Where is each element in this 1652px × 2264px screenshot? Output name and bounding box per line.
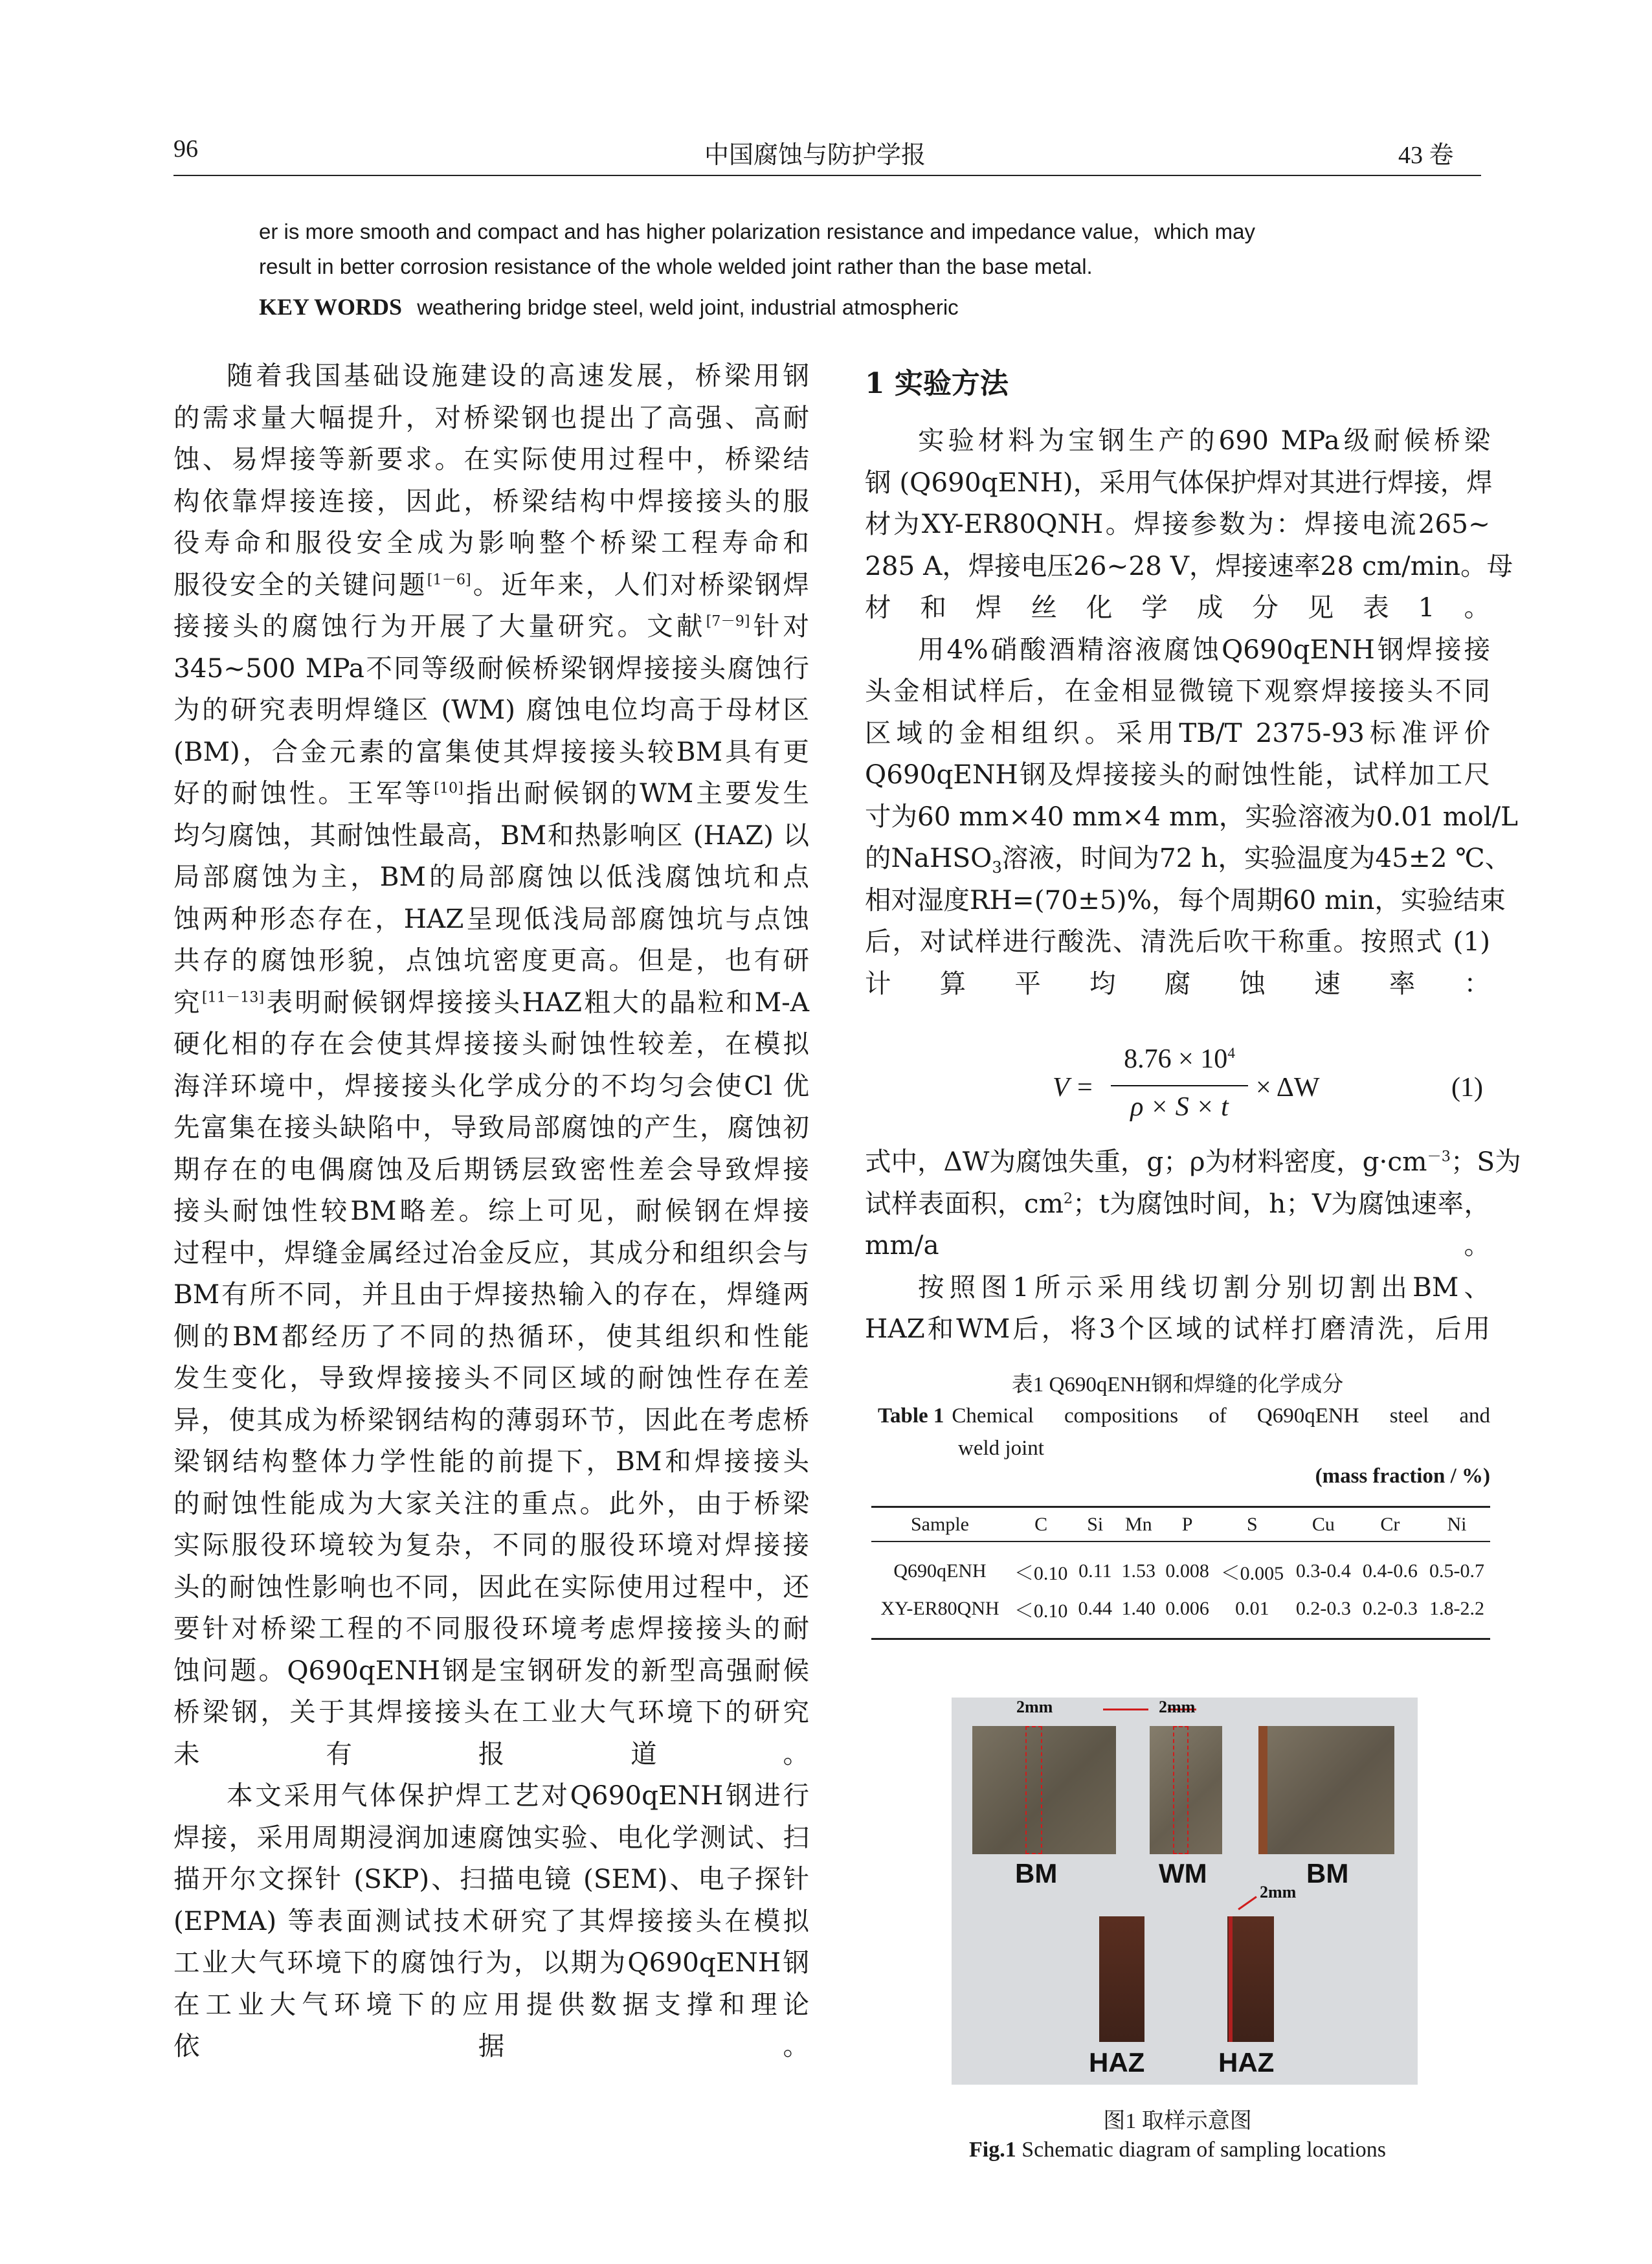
page-number: 96 [173, 135, 198, 163]
intro-text: 好的耐蚀性。王军等 [173, 778, 434, 809]
intro-line: 侧的BM都经历了不同的热循环，使其组织和性能 [173, 1320, 809, 1352]
intro-line: 蚀问题。Q690qENH钢是宝钢研发的新型高强耐候 [173, 1654, 809, 1686]
intro-line: 先富集在接头缺陷中，导致局部腐蚀的产生，腐蚀初 [173, 1112, 809, 1143]
bm-block-left [972, 1726, 1116, 1854]
figure-caption-text: Schematic diagram of sampling locations [1021, 2138, 1386, 2162]
table-header-cell: S [1247, 1514, 1258, 1535]
equation-denominator: ρ × S × t [1130, 1092, 1229, 1122]
equation-lhs: V = [1053, 1073, 1094, 1103]
table-header-cell: Mn [1124, 1514, 1152, 1535]
intro-text: 。近年来，人们对桥梁钢焊 [471, 568, 810, 600]
composition-table [871, 1508, 1490, 1628]
intro-line: 依据。 [173, 2030, 809, 2061]
intro-line: 实际服役环境较为复杂，不同的服役环境对焊接接 [173, 1529, 809, 1560]
method-line: 按照图1所示采用线切割分别切割出BM、 [918, 1271, 1490, 1303]
intro-line: (EPMA) 等表面测试技术研究了其焊接接头在模拟 [173, 1905, 809, 1936]
table-cell: 0.4-0.6 [1362, 1560, 1418, 1582]
intro-line: 发生变化，导致焊接接头不同区域的耐蚀性存在差 [173, 1362, 809, 1393]
equation-numerator [1111, 1044, 1248, 1075]
table-caption-label: Table 1 [878, 1404, 944, 1428]
table-cell: 0.3-0.4 [1295, 1560, 1351, 1582]
method-text: 式中，ΔW为腐蚀失重，g；ρ为材料密度，g·cm [865, 1146, 1427, 1177]
table-cell: 0.11 [1078, 1560, 1112, 1582]
bm-block-right [1258, 1726, 1394, 1854]
intro-section [173, 355, 809, 2067]
table-cell: 0.5-0.7 [1429, 1560, 1484, 1582]
intro-line: 桥梁钢，关于其焊接接头在工业大气环境下的研究 [173, 1696, 809, 1727]
method-line: 钢 (Q690qENH)，采用气体保护焊对其进行焊接，焊 [865, 466, 1493, 498]
table-cell: 0.44 [1078, 1598, 1113, 1619]
intro-line: 焊接，采用周期浸润加速腐蚀实验、电化学测试、扫 [173, 1821, 809, 1853]
method-text: 试样表面积，cm [865, 1187, 1064, 1219]
method-line: 相对湿度RH=(70±5)%，每个周期60 min，实验结束 [865, 884, 1506, 915]
intro-line: 接头耐蚀性较BM略差。综上可见，耐候钢在焊接 [173, 1195, 809, 1226]
intro-line: (BM)，合金元素的富集使其焊接接头较BM具有更 [173, 735, 809, 767]
table-caption-cn: 表1 Q690qENH钢和焊缝的化学成分 [1011, 1373, 1344, 1396]
method-line: HAZ和WM后，将3个区域的试样打磨清洗，后用 [865, 1313, 1490, 1344]
method-line: 材和焊丝化学成分见表1。 [865, 592, 1490, 623]
method-line: 计算平均腐蚀速率： [865, 967, 1490, 999]
label-bm-right: BM [1306, 1858, 1349, 1889]
table-cell: ＜0.10 [1014, 1600, 1068, 1622]
keywords-label: KEY WORDS [259, 294, 403, 320]
intro-line: 役寿命和服役安全成为影响整个桥梁工程寿命和 [173, 527, 809, 558]
table-caption-en-row [878, 1400, 1490, 1432]
method-line [865, 1183, 1490, 1225]
table-top-rule [871, 1506, 1490, 1508]
intro-line: BM有所不同，并且由于焊接热输入的存在，焊缝两 [173, 1279, 809, 1310]
table-header-cell: Ni [1447, 1514, 1467, 1535]
table-unit: (mass fraction / %) [1315, 1464, 1490, 1488]
table-row [871, 1552, 1490, 1590]
citation: [10] [434, 779, 463, 797]
method-line: 材为XY-ER80QNH。焊接参数为：焊接电流265~ [865, 508, 1490, 539]
intro-line: 在工业大气环境下的应用提供数据支撑和理论 [173, 1988, 809, 2020]
dimension-label: 2mm [1016, 1698, 1053, 1716]
header-rule [173, 175, 1481, 176]
equation-1 [865, 1044, 1490, 1128]
intro-line: 海洋环境中，焊接接头化学成分的不均匀会使Cl 优 [173, 1070, 809, 1101]
intro-text: 接接头的腐蚀行为开展了大量研究。文献 [173, 611, 706, 642]
haz-edge-marker [1229, 1916, 1233, 2042]
table-header-cell: Sample [910, 1514, 969, 1535]
dimension-label: 2mm [1260, 1883, 1297, 1901]
intro-line: 硬化相的存在会使其焊接接头耐蚀性较差，在模拟 [173, 1028, 809, 1059]
subscript: 3 [992, 858, 1002, 877]
table-cell: 1.53 [1121, 1560, 1156, 1582]
method-line: 用4%硝酸酒精溶液腐蚀Q690qENH钢焊接接 [918, 633, 1490, 665]
haz-sample-right [1227, 1916, 1274, 2042]
table-cell: 0.2-0.3 [1295, 1598, 1351, 1619]
keywords-line [259, 293, 959, 320]
intro-line: 共存的腐蚀形貌，点蚀坑密度更高。但是，也有研 [173, 945, 809, 976]
method-text-2 [865, 1141, 1521, 1350]
figure-caption-en [865, 2138, 1490, 2162]
citation: [1－6] [427, 571, 471, 588]
intro-text: 指出耐候钢的WM主要发生 [463, 778, 809, 809]
method-text: 溶液，时间为72 h，实验温度为45±2 ℃、 [1001, 842, 1512, 873]
method-text: ；t为腐蚀时间，h；V为腐蚀速率， [1073, 1187, 1490, 1219]
table-caption-text-2: weld joint [958, 1437, 1044, 1460]
label-haz-left: HAZ [1089, 2047, 1145, 2078]
journal-title: 中国腐蚀与防护学报 [704, 142, 926, 169]
label-haz-right: HAZ [1218, 2047, 1275, 2078]
label-wm: WM [1159, 1858, 1207, 1889]
method-line [865, 837, 1512, 879]
table-cell: 0.006 [1165, 1598, 1209, 1619]
method-line: 实验材料为宝钢生产的690 MPa级耐候桥梁 [918, 425, 1490, 456]
superscript: 2 [1063, 1190, 1073, 1207]
intro-line: 本文采用气体保护焊工艺对Q690qENH钢进行 [227, 1780, 809, 1811]
intro-line: 要针对桥梁工程的不同服役环境考虑焊接接头的耐 [173, 1613, 809, 1644]
cut-zone-marker [1025, 1726, 1042, 1854]
label-bm-left: BM [1015, 1858, 1058, 1889]
intro-text: 究 [173, 986, 202, 1018]
method-text: 的NaHSO [865, 842, 992, 873]
intro-line: 期存在的电偶腐蚀及后期锈层致密性差会导致焊接 [173, 1153, 809, 1185]
cut-zone-marker [1173, 1726, 1189, 1854]
table-header-cell: Cu [1312, 1514, 1335, 1535]
method-text: ；S为 [1450, 1146, 1521, 1177]
method-line: 285 A，焊接电压26~28 V，焊接速率28 cm/min。母 [865, 550, 1513, 581]
intro-line: 蚀两种形态存在，HAZ呈现低浅局部腐蚀坑与点蚀 [173, 902, 809, 934]
intro-line: 为的研究表明焊缝区 (WM) 腐蚀电位均高于母材区 [173, 694, 809, 725]
intro-line: 工业大气环境下的腐蚀行为，以期为Q690qENH钢 [173, 1947, 809, 1978]
equation-rhs: × ΔW [1256, 1073, 1320, 1103]
intro-line: 头的耐蚀性影响也不同，因此在实际使用过程中，还 [173, 1571, 809, 1602]
intro-text: 服役安全的关键问题 [173, 568, 427, 600]
intro-line: 蚀、易焊接等新要求。在实际使用过程中，桥梁结 [173, 443, 809, 475]
weld-edge [1258, 1726, 1267, 1854]
intro-line [173, 772, 809, 814]
citation: [7－9] [706, 612, 750, 630]
sampling-photo [952, 1698, 1418, 2085]
table-header-row [871, 1508, 1490, 1541]
table-row [871, 1590, 1490, 1628]
table-cell: 1.8-2.2 [1429, 1598, 1484, 1619]
method-text-1 [865, 420, 1519, 1004]
dimension-arrow [1103, 1709, 1148, 1710]
intro-line: 345~500 MPa不同等级耐候桥梁钢焊接接头腐蚀行 [173, 652, 809, 684]
method-line: 头金相试样后，在金相显微镜下观察焊接接头不同 [865, 675, 1490, 706]
method-line: 后，对试样进行酸洗、清洗后吹干称重。按照式 (1) [865, 926, 1490, 957]
dimension-label: 2mm [1159, 1698, 1196, 1716]
table-cell: 1.40 [1121, 1598, 1156, 1619]
equation-number: (1) [1451, 1073, 1483, 1103]
intro-line: 局部腐蚀为主，BM的局部腐蚀以低浅腐蚀坑和点 [173, 861, 809, 892]
fraction-bar [1111, 1085, 1248, 1086]
table-bottom-rule [871, 1638, 1490, 1640]
keywords-text: weathering bridge steel, weld joint, industrial atmospheric [417, 295, 959, 319]
abstract-line-2: result in better corrosion resistance of the whole welded joint rather than the base metal. [259, 254, 1093, 278]
superscript: －3 [1427, 1148, 1451, 1165]
haz-sample-left [1099, 1916, 1144, 2042]
method-line [865, 1141, 1521, 1183]
equation-numerator-base: 8.76 × 10 [1124, 1044, 1228, 1074]
citation: [11－13] [201, 989, 265, 1005]
table-cell: Q690qENH [893, 1560, 987, 1582]
method-line: 区域的金相组织。采用TB/T 2375-93标准评价 [865, 717, 1490, 748]
pointer-arrow [1238, 1896, 1257, 1911]
table-cell: ＜0.10 [1014, 1563, 1068, 1584]
intro-line: 构依靠焊接连接，因此，桥梁结构中焊接接头的服 [173, 485, 809, 517]
table-header-cell: Cr [1380, 1514, 1400, 1535]
intro-line [173, 605, 809, 647]
intro-line [173, 564, 809, 606]
intro-line: 异，使其成为桥梁钢结构的薄弱环节，因此在考虑桥 [173, 1404, 809, 1435]
intro-text: 表明耐候钢焊接接头HAZ粗大的晶粒和M-A [264, 986, 810, 1018]
table-cell: XY-ER80QNH [880, 1598, 999, 1619]
table-caption-en [878, 1400, 1490, 1464]
intro-line: 的耐蚀性能成为大家关注的重点。此外，由于桥梁 [173, 1487, 809, 1519]
method-line: mm/a。 [865, 1229, 1490, 1261]
figure-caption-label: Fig.1 [969, 2138, 1016, 2162]
figure-caption-cn: 图1 取样示意图 [1103, 2109, 1252, 2133]
intro-line: 的需求量大幅提升，对桥梁钢也提出了高强、高耐 [173, 401, 809, 433]
intro-line: 均匀腐蚀，其耐蚀性最高，BM和热影响区 (HAZ) 以 [173, 819, 809, 851]
intro-text: 针对 [750, 611, 810, 642]
table-cell: 0.01 [1235, 1598, 1269, 1619]
table-header-cell: C [1034, 1514, 1048, 1535]
table-cell: ＜0.005 [1220, 1563, 1284, 1584]
table-header-cell: P [1181, 1514, 1193, 1535]
section-heading: 1 实验方法 [865, 367, 1009, 400]
intro-line: 描开尔文探针 (SKP)、扫描电镜 (SEM)、电子探针 [173, 1863, 809, 1894]
method-line: 寸为60 mm×40 mm×4 mm，实验溶液为0.01 mol/L [865, 800, 1519, 832]
intro-line: 过程中，焊缝金属经过冶金反应，其成分和组织会与 [173, 1237, 809, 1268]
table-cell: 0.008 [1165, 1560, 1209, 1582]
volume-label: 43 卷 [1398, 142, 1454, 169]
intro-line: 未有报道。 [173, 1738, 809, 1769]
table-cell: 0.2-0.3 [1362, 1598, 1418, 1619]
table-header-cell: Si [1087, 1514, 1104, 1535]
table-caption-text: Chemical compositions of Q690qENH steel and [952, 1404, 1490, 1428]
method-line: Q690qENH钢及焊接接头的耐蚀性能，试样加工尺 [865, 759, 1490, 790]
intro-line [173, 981, 809, 1024]
intro-line: 随着我国基础设施建设的高速发展，桥梁用钢 [227, 360, 809, 391]
abstract-line-1: er is more smooth and compact and has higher polarization resistance and impedance value，which may [259, 219, 1255, 243]
equation-exponent: 4 [1227, 1044, 1235, 1061]
intro-line: 梁钢结构整体力学性能的前提下，BM和焊接接头 [173, 1446, 809, 1477]
